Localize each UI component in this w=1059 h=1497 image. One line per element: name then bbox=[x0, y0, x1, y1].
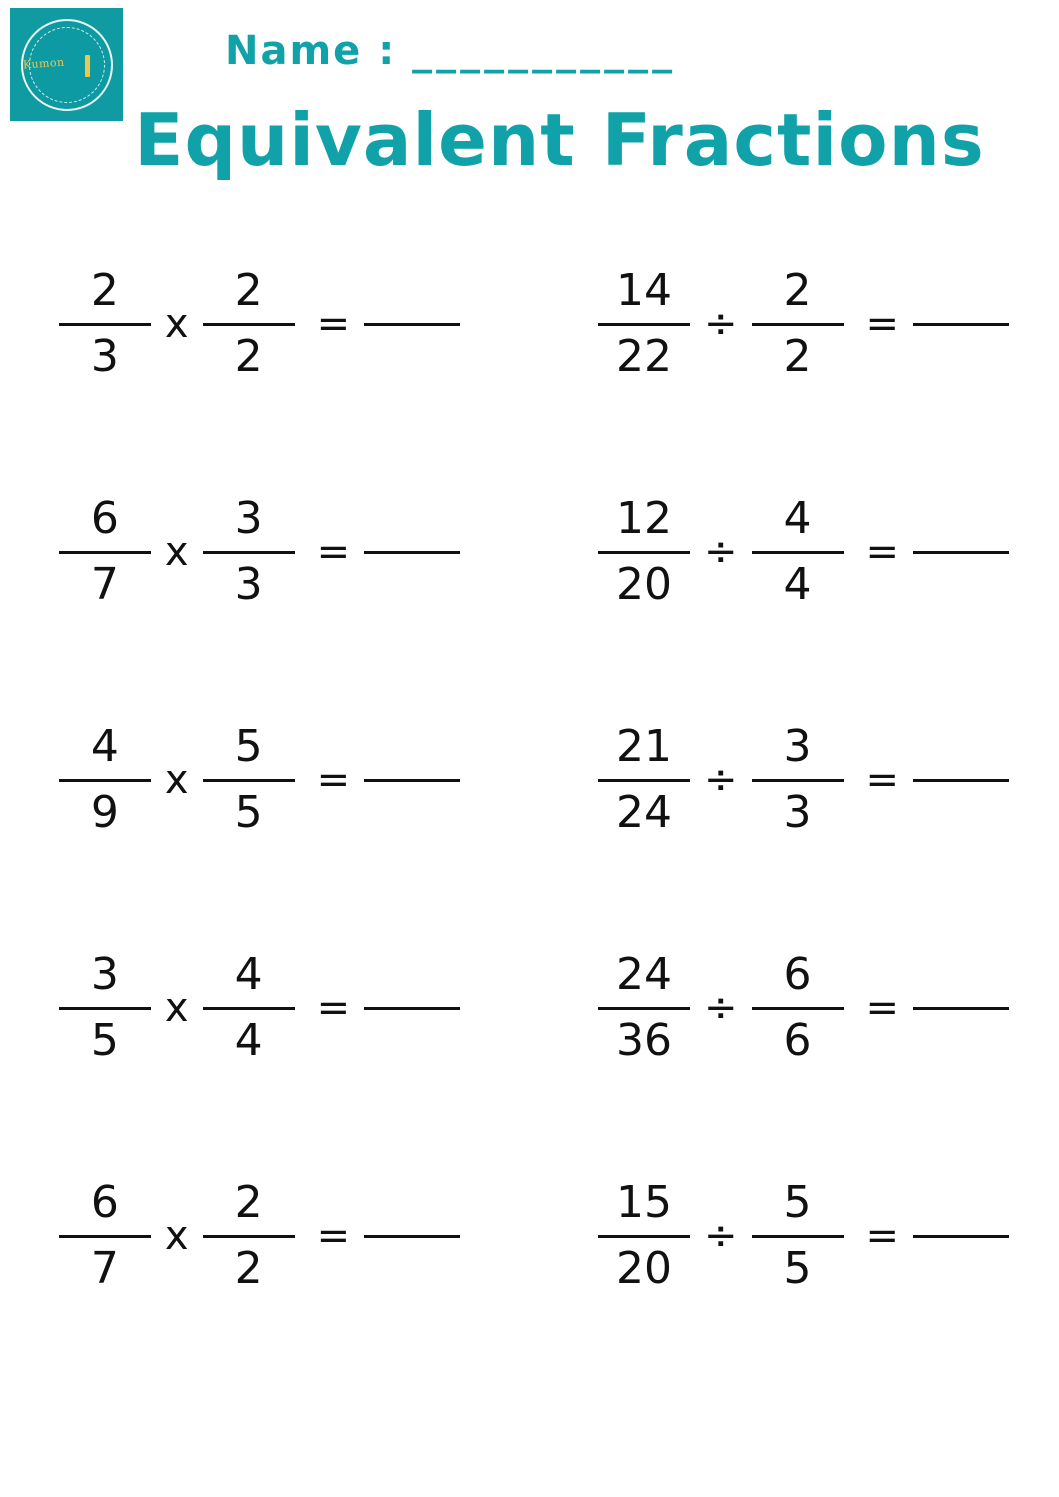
problem-8 bbox=[598, 720, 1009, 840]
fraction-bar bbox=[752, 551, 844, 554]
problem-6 bbox=[598, 264, 1009, 384]
answer-blank[interactable] bbox=[364, 1235, 460, 1238]
equals-symbol: = bbox=[865, 1213, 900, 1259]
operator-symbol: ÷ bbox=[703, 301, 738, 347]
problem-row bbox=[0, 1122, 1059, 1350]
operator-symbol: x bbox=[164, 301, 189, 347]
problem-row bbox=[0, 666, 1059, 894]
operator-symbol: x bbox=[164, 757, 189, 803]
fraction-operand-a bbox=[59, 492, 151, 612]
equals-symbol: = bbox=[865, 757, 900, 803]
fraction-bar bbox=[752, 323, 844, 326]
fraction-operand-b bbox=[203, 1176, 295, 1296]
fraction-bar bbox=[203, 1007, 295, 1010]
answer-blank[interactable] bbox=[364, 779, 460, 782]
operator-symbol: ÷ bbox=[703, 985, 738, 1031]
equals-symbol: = bbox=[316, 1213, 351, 1259]
problem-cell bbox=[529, 264, 1058, 384]
numerator: 2 bbox=[234, 264, 263, 316]
denominator: 6 bbox=[783, 1014, 812, 1066]
fraction-bar bbox=[59, 551, 151, 554]
name-input-blank[interactable]: ___________ bbox=[412, 28, 677, 74]
fraction-operand-a bbox=[598, 264, 690, 384]
problem-10 bbox=[598, 1176, 1009, 1296]
operator-symbol: ÷ bbox=[703, 1213, 738, 1259]
denominator: 24 bbox=[615, 786, 672, 838]
fraction-operand-b bbox=[203, 720, 295, 840]
numerator: 3 bbox=[90, 948, 119, 1000]
problem-cell bbox=[0, 948, 529, 1068]
numerator: 21 bbox=[615, 720, 672, 772]
numerator: 2 bbox=[90, 264, 119, 316]
fraction-bar bbox=[598, 1235, 690, 1238]
denominator: 2 bbox=[234, 1242, 263, 1294]
problem-grid bbox=[0, 210, 1059, 1350]
answer-blank[interactable] bbox=[364, 551, 460, 554]
denominator: 3 bbox=[234, 558, 263, 610]
denominator: 5 bbox=[234, 786, 263, 838]
answer-blank[interactable] bbox=[913, 779, 1009, 782]
denominator: 4 bbox=[234, 1014, 263, 1066]
fraction-bar bbox=[59, 1007, 151, 1010]
numerator: 24 bbox=[615, 948, 672, 1000]
fraction-operand-a bbox=[598, 1176, 690, 1296]
equals-symbol: = bbox=[316, 529, 351, 575]
denominator: 2 bbox=[783, 330, 812, 382]
equals-symbol: = bbox=[316, 985, 351, 1031]
answer-blank[interactable] bbox=[913, 1235, 1009, 1238]
denominator: 20 bbox=[615, 558, 672, 610]
problem-7 bbox=[598, 492, 1009, 612]
problem-5 bbox=[59, 1176, 460, 1296]
fraction-operand-b bbox=[752, 264, 844, 384]
operator-symbol: ÷ bbox=[703, 529, 738, 575]
numerator: 5 bbox=[783, 1176, 812, 1228]
problem-cell bbox=[529, 720, 1058, 840]
fraction-bar bbox=[203, 551, 295, 554]
fraction-bar bbox=[59, 323, 151, 326]
problem-1 bbox=[59, 264, 460, 384]
denominator: 5 bbox=[90, 1014, 119, 1066]
numerator: 6 bbox=[90, 1176, 119, 1228]
operator-symbol: x bbox=[164, 529, 189, 575]
problem-3 bbox=[59, 720, 460, 840]
fraction-bar bbox=[598, 1007, 690, 1010]
problem-4 bbox=[59, 948, 460, 1068]
denominator: 9 bbox=[90, 786, 119, 838]
answer-blank[interactable] bbox=[913, 551, 1009, 554]
operator-symbol: x bbox=[164, 1213, 189, 1259]
problem-row bbox=[0, 894, 1059, 1122]
numerator: 12 bbox=[615, 492, 672, 544]
fraction-operand-a bbox=[598, 720, 690, 840]
problem-cell bbox=[0, 264, 529, 384]
numerator: 6 bbox=[783, 948, 812, 1000]
problem-cell bbox=[0, 720, 529, 840]
answer-blank[interactable] bbox=[913, 323, 1009, 326]
problem-cell bbox=[0, 492, 529, 612]
fraction-bar bbox=[203, 779, 295, 782]
fraction-operand-b bbox=[752, 492, 844, 612]
denominator: 7 bbox=[90, 1242, 119, 1294]
fraction-bar bbox=[59, 779, 151, 782]
problem-2 bbox=[59, 492, 460, 612]
denominator: 5 bbox=[783, 1242, 812, 1294]
numerator: 3 bbox=[234, 492, 263, 544]
name-field-line bbox=[225, 28, 676, 74]
fraction-bar bbox=[598, 779, 690, 782]
numerator: 6 bbox=[90, 492, 119, 544]
fraction-operand-b bbox=[203, 948, 295, 1068]
numerator: 3 bbox=[783, 720, 812, 772]
worksheet-header bbox=[0, 0, 1059, 200]
problem-row bbox=[0, 210, 1059, 438]
fraction-bar bbox=[59, 1235, 151, 1238]
denominator: 22 bbox=[615, 330, 672, 382]
fraction-operand-b bbox=[752, 1176, 844, 1296]
operator-symbol: ÷ bbox=[703, 757, 738, 803]
problem-cell bbox=[529, 948, 1058, 1068]
fraction-operand-b bbox=[203, 492, 295, 612]
numerator: 2 bbox=[234, 1176, 263, 1228]
fraction-operand-a bbox=[59, 1176, 151, 1296]
equals-symbol: = bbox=[316, 757, 351, 803]
fraction-operand-a bbox=[598, 948, 690, 1068]
fraction-operand-b bbox=[752, 720, 844, 840]
denominator: 36 bbox=[615, 1014, 672, 1066]
denominator: 4 bbox=[783, 558, 812, 610]
numerator: 4 bbox=[90, 720, 119, 772]
equals-symbol: = bbox=[316, 301, 351, 347]
operator-symbol: x bbox=[164, 985, 189, 1031]
fraction-operand-a bbox=[598, 492, 690, 612]
problem-cell bbox=[529, 1176, 1058, 1296]
page-title: Equivalent Fractions bbox=[134, 98, 985, 182]
fraction-operand-b bbox=[203, 264, 295, 384]
numerator: 5 bbox=[234, 720, 263, 772]
problem-cell bbox=[0, 1176, 529, 1296]
denominator: 7 bbox=[90, 558, 119, 610]
fraction-operand-a bbox=[59, 720, 151, 840]
fraction-operand-a bbox=[59, 948, 151, 1068]
seal-icon bbox=[21, 19, 113, 111]
fraction-bar bbox=[752, 1007, 844, 1010]
name-label: Name : bbox=[225, 28, 397, 74]
equals-symbol: = bbox=[865, 301, 900, 347]
numerator: 4 bbox=[783, 492, 812, 544]
denominator: 3 bbox=[90, 330, 119, 382]
problem-row bbox=[0, 438, 1059, 666]
answer-blank[interactable] bbox=[364, 323, 460, 326]
equals-symbol: = bbox=[865, 985, 900, 1031]
numerator: 14 bbox=[615, 264, 672, 316]
answer-blank[interactable] bbox=[364, 1007, 460, 1010]
denominator: 2 bbox=[234, 330, 263, 382]
fraction-operand-a bbox=[59, 264, 151, 384]
fraction-bar bbox=[598, 551, 690, 554]
fraction-operand-b bbox=[752, 948, 844, 1068]
numerator: 15 bbox=[615, 1176, 672, 1228]
problem-9 bbox=[598, 948, 1009, 1068]
fraction-bar bbox=[752, 1235, 844, 1238]
equals-symbol: = bbox=[865, 529, 900, 575]
denominator: 3 bbox=[783, 786, 812, 838]
fraction-bar bbox=[203, 1235, 295, 1238]
fraction-bar bbox=[203, 323, 295, 326]
fraction-bar bbox=[752, 779, 844, 782]
answer-blank[interactable] bbox=[913, 1007, 1009, 1010]
logo-mark-text: Kumon bbox=[22, 56, 65, 72]
numerator: 2 bbox=[783, 264, 812, 316]
problem-cell bbox=[529, 492, 1058, 612]
denominator: 20 bbox=[615, 1242, 672, 1294]
numerator: 4 bbox=[234, 948, 263, 1000]
fraction-bar bbox=[598, 323, 690, 326]
